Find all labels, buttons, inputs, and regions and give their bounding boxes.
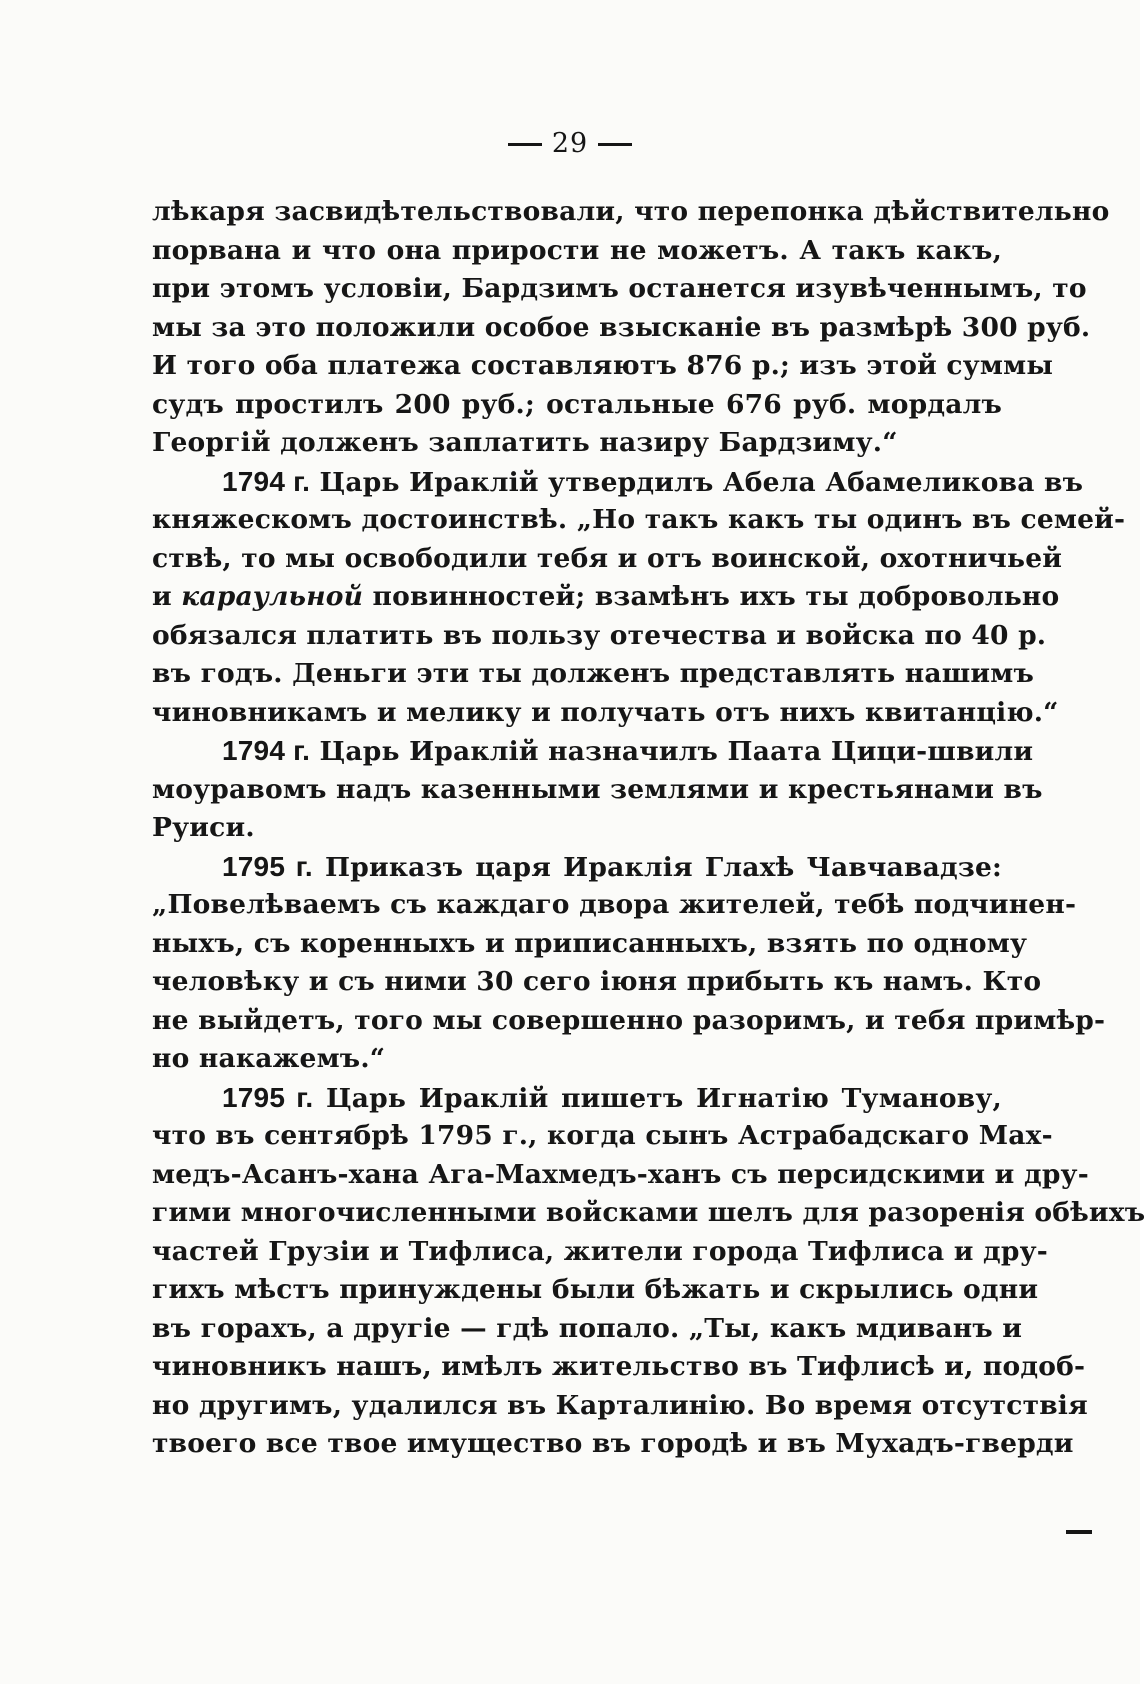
page-number-dash-left: [508, 143, 542, 146]
year-label: 1795 г.: [222, 1081, 314, 1113]
page-number-dash-right: [598, 143, 632, 146]
paragraph-first-line: [152, 732, 1034, 771]
paragraph-first-line: [152, 848, 1002, 887]
text-line: ныхъ, съ коренныхъ и приписанныхъ, взять по одному: [152, 927, 1028, 959]
text-span: и: [152, 581, 172, 612]
text-line: гими многочисленными войсками шелъ для разоренія обѣихъ: [152, 1197, 1145, 1228]
text-line: въ горахъ, а другіе — гдѣ попало. „Ты, какъ мдиванъ и: [152, 1312, 1023, 1344]
text-line: не выйдетъ, того мы совершенно разоримъ, и тебя примѣр-: [152, 1004, 1106, 1036]
text-line: но накажемъ.“: [152, 1043, 386, 1074]
text-span: Приказъ царя Ираклія Глахѣ Чавчавадзе:: [325, 851, 1002, 883]
text-line: моуравомъ надъ казенными землями и крестьянами въ: [152, 773, 1043, 805]
text-line: чиновникамъ и мелику и получать отъ нихъ квитанцію.“: [152, 696, 1059, 728]
text-line: частей Грузіи и Тифлиса, жители города Тифлиса и дру-: [152, 1235, 1048, 1267]
year-label: 1794 г.: [222, 465, 311, 497]
year-label: 1794 г.: [222, 735, 311, 766]
text-line: „Повелѣваемъ съ каждаго двора жителей, тебѣ подчинен-: [152, 889, 1077, 920]
text-line: И того оба платежа составляютъ 876 р.; изъ этой суммы: [152, 350, 1054, 381]
text-line: княжескомъ достоинствѣ. „Но такъ какъ ты одинъ въ семей-: [152, 504, 1126, 535]
text-line: Руиси.: [152, 812, 255, 843]
text-span: Царь Ираклій пишетъ Игнатію Туманову,: [326, 1082, 1002, 1114]
text-line: но другимъ, удалился въ Карталинію. Во время отсутствія: [152, 1389, 1088, 1421]
page-number: [0, 128, 1140, 159]
text-line: ствѣ, то мы освободили тебя и отъ воинской, охотничьей: [152, 542, 1063, 574]
text-line: чиновникъ нашъ, имѣлъ жительство въ Тифлисѣ и, подоб-: [152, 1351, 1086, 1382]
text-line: гихъ мѣстъ принуждены были бѣжать и скрылись одни: [152, 1274, 1039, 1305]
margin-dash-mark: [1066, 1530, 1092, 1534]
page-number-value: 29: [551, 128, 589, 159]
text-span: Царь Ираклій утвердилъ Абела Абамеликова въ: [319, 466, 1084, 498]
text-line: медъ-Асанъ-хана Ага-Махмедъ-ханъ съ персидскими и дру-: [152, 1158, 1089, 1190]
text-line: при этомъ условіи, Бардзимъ останется изувѣченнымъ, то: [152, 273, 1087, 304]
text-line: твоего все твое имущество въ городѣ и въ Мухадъ-гверди: [152, 1428, 1074, 1459]
text-line: человѣку и съ ними 30 сего іюня прибыть къ намъ. Кто: [152, 966, 1042, 997]
text-line: [152, 578, 1060, 617]
text-line: мы за это положили особое взысканіе въ размѣрѣ 300 руб.: [152, 311, 1091, 343]
text-line: Георгій долженъ заплатить назиру Бардзиму.“: [152, 427, 898, 458]
body-text: [152, 193, 1145, 1464]
paragraph-first-line: [152, 463, 1084, 502]
text-line: въ годъ. Деньги эти ты долженъ представлять нашимъ: [152, 658, 1035, 689]
text-line: лѣкаря засвидѣтельствовали, что перепонка дѣйствительно: [152, 196, 1110, 227]
text-line: порвана и что она прирости не можетъ. А такъ какъ,: [152, 234, 1002, 266]
year-label: 1795 г.: [222, 850, 313, 882]
paragraph-first-line: [152, 1079, 1002, 1118]
text-line: обязался платить въ пользу отечества и войска по 40 р.: [152, 619, 1047, 651]
italic-word: караульной: [181, 581, 364, 612]
text-span: повинностей; взамѣнъ ихъ ты добровольно: [372, 581, 1060, 612]
text-line: что въ сентябрѣ 1795 г., когда сынъ Астрабадскаго Мах-: [152, 1120, 1053, 1151]
text-line: судъ простилъ 200 руб.; остальные 676 руб. мордалъ: [152, 388, 1002, 420]
text-span: Царь Ираклій назначилъ Паата Цици-швили: [319, 736, 1034, 767]
